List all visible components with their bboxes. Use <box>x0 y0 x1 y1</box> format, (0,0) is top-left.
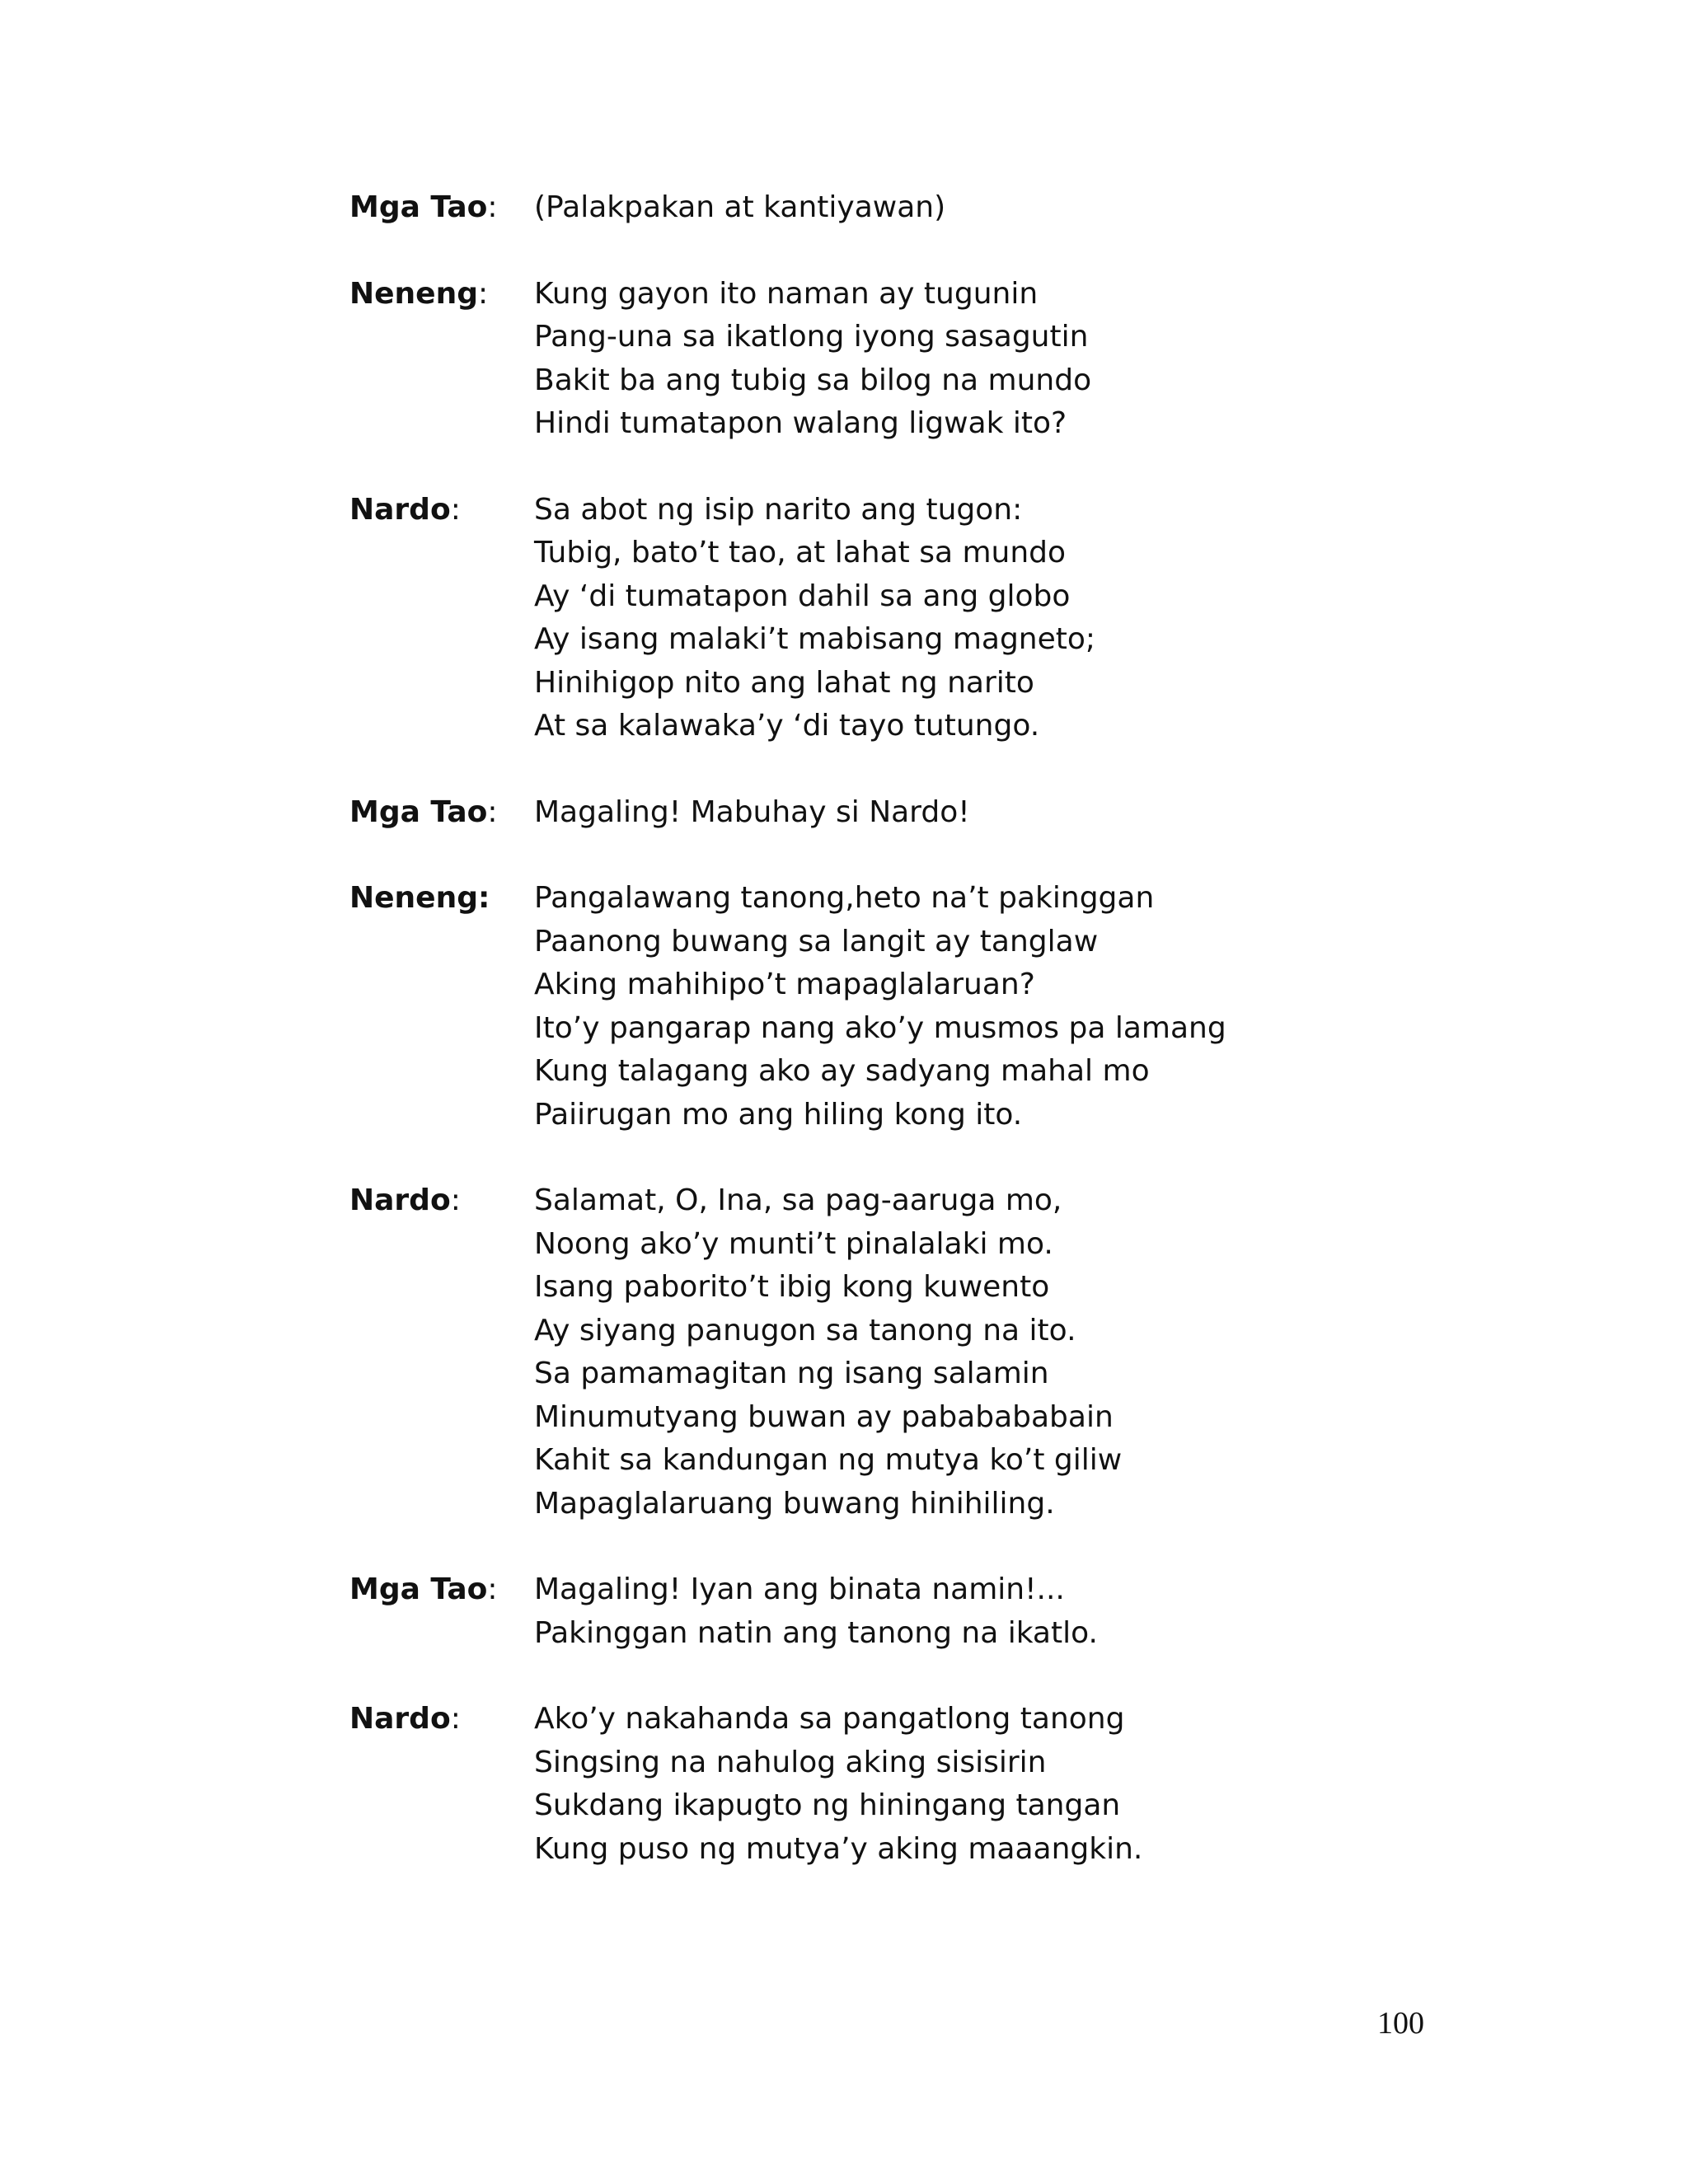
dialogue-line: Ay ‘di tumatapon dahil sa ang globo <box>534 579 1071 613</box>
speaker-colon: : <box>487 190 498 224</box>
dialogue-line: Tubig, bato’t tao, at lahat sa mundo <box>534 536 1067 569</box>
dialogue-line: Pang-una sa ikatlong iyong sasagutin <box>534 320 1089 354</box>
dialogue-block <box>349 1698 1602 1871</box>
dialogue-line: Kahit sa kandungan ng mutya ko’t giliw <box>534 1443 1123 1477</box>
dialogue-line: Paiirugan mo ang hiling kong ito. <box>534 1097 1023 1132</box>
dialogue-line: Singsing na nahulog aking sisisirin <box>534 1745 1047 1779</box>
dialogue-line: Noong ako’y munti’t pinalalaki mo. <box>534 1226 1053 1261</box>
speaker-label: Neneng: <box>349 881 490 915</box>
speaker-label: Neneng <box>349 276 478 311</box>
dialogue-lines <box>534 273 1602 446</box>
dialogue-line: Sa pamamagitan ng isang salamin <box>534 1357 1049 1390</box>
dialogue-lines <box>534 877 1602 1137</box>
dialogue-line: Pakinggan natin ang tanong na ikatlo. <box>534 1615 1098 1650</box>
dialogue-line: Isang paborito’t ibig kong kuwento <box>534 1270 1050 1304</box>
dialogue-block <box>349 1179 1602 1526</box>
dialogue-block <box>349 791 1602 835</box>
dialogue-line: Kung puso ng mutya’y aking maaangkin. <box>534 1831 1143 1866</box>
dialogue-line: Minumutyang buwan ay pababababain <box>534 1399 1114 1434</box>
dialogue-line: Ako’y nakahanda sa pangatlong tanong <box>534 1702 1125 1736</box>
dialogue-line: Magaling! Iyan ang binata namin!... <box>534 1572 1065 1606</box>
dialogue-lines <box>534 1568 1602 1655</box>
dialogue-block <box>349 877 1602 1137</box>
dialogue-block <box>349 489 1602 748</box>
dialogue-line: Bakit ba ang tubig sa bilog na mundo <box>534 363 1092 397</box>
dialogue-line: Sa abot ng isip narito ang tugon: <box>534 492 1023 527</box>
speaker-colon: : <box>487 794 498 829</box>
dialogue-script <box>349 186 1602 1914</box>
speaker-label: Nardo <box>349 1702 451 1736</box>
speaker-name <box>349 1568 534 1611</box>
dialogue-line: Hindi tumatapon walang ligwak ito? <box>534 406 1067 440</box>
speaker-name <box>349 877 534 920</box>
dialogue-lines <box>534 489 1602 748</box>
dialogue-line: At sa kalawaka’y ‘di tayo tutungo. <box>534 709 1040 743</box>
dialogue-block <box>349 1568 1602 1655</box>
dialogue-block <box>349 273 1602 446</box>
dialogue-line: Sukdang ikapugto ng hiningang tangan <box>534 1788 1121 1822</box>
dialogue-lines <box>534 186 1602 230</box>
speaker-label: Nardo <box>349 492 451 527</box>
dialogue-line: (Palakpakan at kantiyawan) <box>534 190 946 224</box>
speaker-colon: : <box>450 492 461 527</box>
dialogue-line: Hinihigop nito ang lahat ng narito <box>534 665 1034 700</box>
speaker-name <box>349 489 534 532</box>
dialogue-line: Ito’y pangarap nang ako’y musmos pa lamang <box>534 1010 1226 1045</box>
dialogue-line: Kung talagang ako ay sadyang mahal mo <box>534 1054 1150 1088</box>
dialogue-lines <box>534 1179 1602 1526</box>
speaker-name <box>349 273 534 316</box>
page-number: 100 <box>1377 2006 1424 2041</box>
speaker-label: Mga Tao <box>349 1572 488 1606</box>
dialogue-block <box>349 186 1602 230</box>
speaker-name <box>349 1179 534 1222</box>
dialogue-line: Salamat, O, Ina, sa pag-aaruga mo, <box>534 1183 1062 1217</box>
speaker-label: Nardo <box>349 1183 451 1217</box>
speaker-colon: : <box>450 1183 461 1217</box>
dialogue-line: Kung gayon ito naman ay tugunin <box>534 276 1039 311</box>
dialogue-line: Pangalawang tanong,heto na’t pakinggan <box>534 881 1155 915</box>
speaker-label: Mga Tao <box>349 190 488 224</box>
speaker-label: Mga Tao <box>349 794 488 829</box>
dialogue-lines <box>534 1698 1602 1871</box>
speaker-name <box>349 791 534 834</box>
dialogue-line: Aking mahihipo’t mapaglalaruan? <box>534 968 1035 1001</box>
dialogue-line: Ay isang malaki’t mabisang magneto; <box>534 622 1096 656</box>
speaker-name <box>349 1698 534 1741</box>
dialogue-line: Paanong buwang sa langit ay tanglaw <box>534 924 1099 958</box>
dialogue-line: Magaling! Mabuhay si Nardo! <box>534 794 970 829</box>
speaker-name <box>349 186 534 229</box>
dialogue-line: Mapaglalaruang buwang hinihiling. <box>534 1486 1055 1521</box>
speaker-colon: : <box>478 276 489 311</box>
speaker-colon: : <box>450 1702 461 1736</box>
speaker-colon: : <box>487 1572 498 1606</box>
dialogue-line: Ay siyang panugon sa tanong na ito. <box>534 1313 1076 1347</box>
dialogue-lines <box>534 791 1602 835</box>
